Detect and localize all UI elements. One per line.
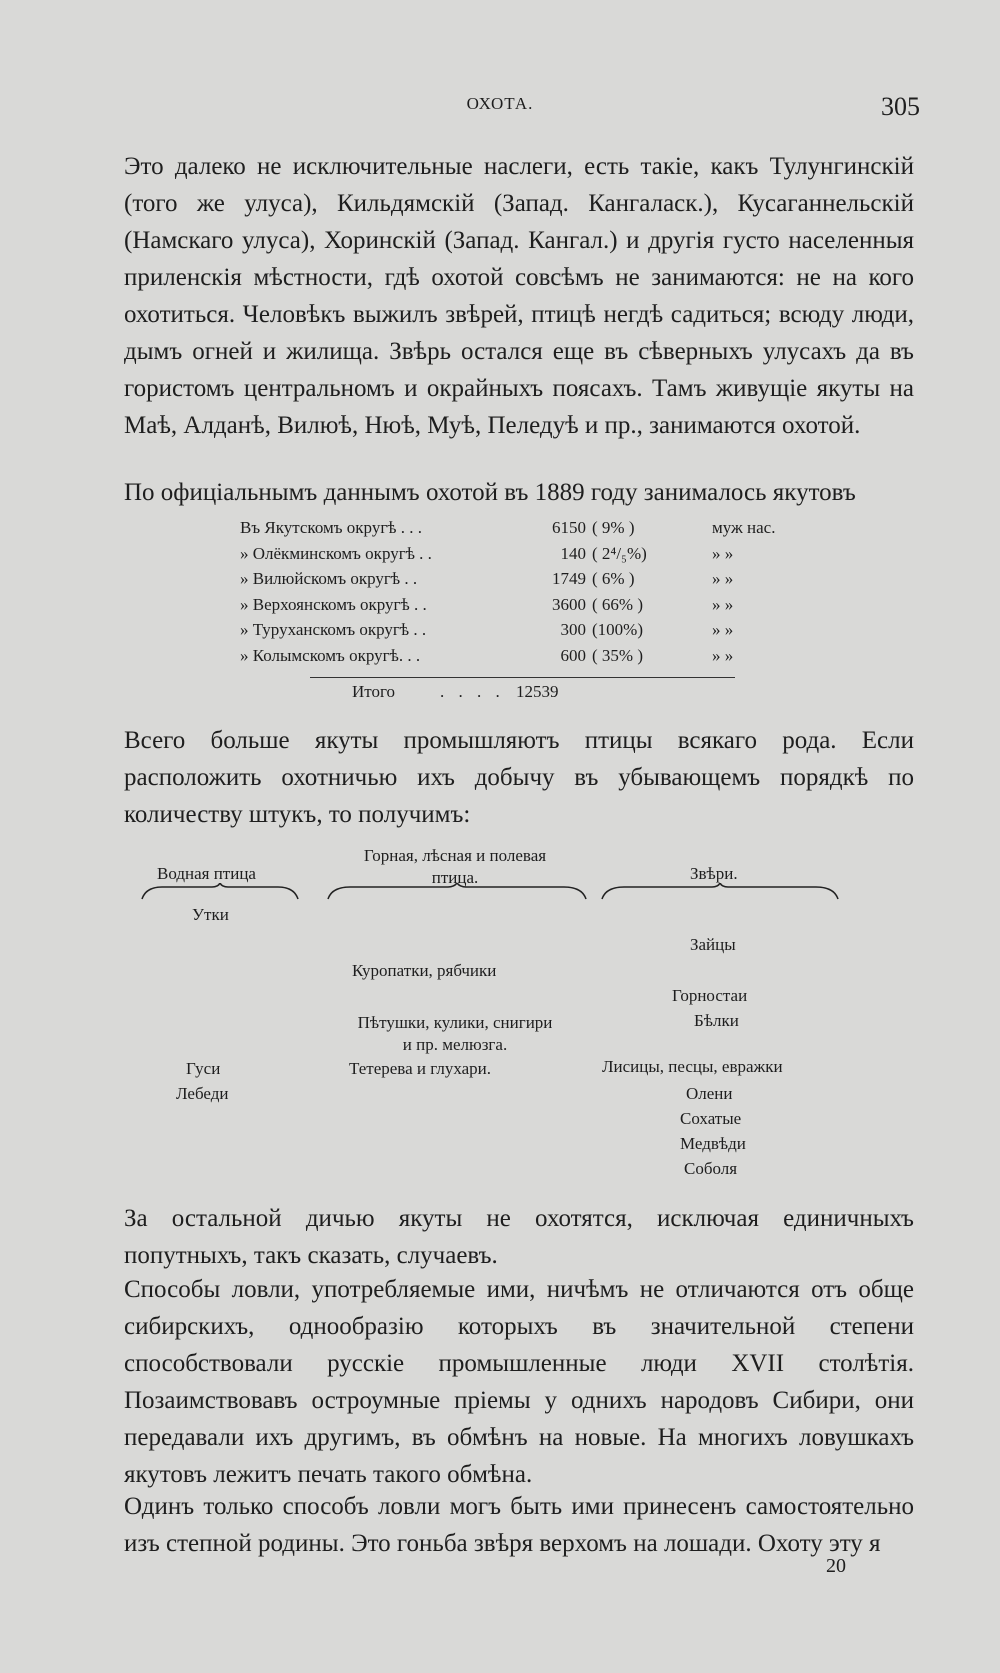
percent: ( 66% ): [592, 594, 643, 614]
col-water-birds-header: Водная птица: [157, 864, 256, 883]
stats-row: [240, 617, 760, 643]
game-small-birds: [325, 1012, 585, 1056]
hunter-count: 3600: [552, 594, 586, 614]
hunting-statistics-table: [240, 515, 776, 668]
brace-land-birds: [326, 883, 588, 901]
game-swans: Лебеди: [176, 1084, 229, 1103]
total-value: 12539: [516, 682, 559, 701]
header-line: птица.: [431, 868, 479, 887]
total-label: Итого: [352, 682, 396, 701]
brace-animals: [600, 883, 840, 901]
paragraph-6: Одинъ только способъ ловли могъ быть ими принесенъ самостоятельно изъ степной родины. Это гоньба звѣря верхомъ на лошади. Охоту эту я: [124, 1493, 914, 1557]
hunter-count: 140: [560, 543, 586, 563]
unit: муж нас.: [712, 518, 776, 537]
hunter-count: 1749: [552, 569, 586, 588]
district-name: Въ Якутскомъ округѣ . . .: [240, 518, 423, 537]
col-animals-header: Звѣри.: [690, 864, 738, 883]
stats-row: [240, 541, 760, 567]
game-bears: Медвѣди: [680, 1134, 746, 1153]
game-ermine: Горностаи: [672, 986, 748, 1005]
game-deer: Олени: [686, 1084, 733, 1103]
paragraph-3: Всего больше якуты промышляютъ птицы всякаго рода. Если расположить охотничью ихъ добычу въ убывающемъ порядкѣ по количеству штукъ, то получимъ:: [124, 727, 914, 828]
running-header: ОХОТА.: [466, 94, 534, 113]
district-name: » Верхоянскомъ округѣ . .: [240, 594, 427, 614]
item-line: Пѣтушки, кулики, снигири: [357, 1013, 553, 1032]
hunter-count: 600: [560, 645, 586, 665]
percent: (100%): [592, 620, 643, 639]
district-name: » Колымскомъ округѣ. . .: [240, 645, 421, 665]
game-squirrels: Бѣлки: [694, 1011, 739, 1030]
paragraph-5: Способы ловли, употребляемые ими, ничѣмъ не отличаются отъ обще сибирскихъ, однообразію которыхъ въ значительной степени способствовали русскіе промышленные люди XVII столѣтія. Позаимствовавъ остроумные пріемы у однихъ народовъ Сибири, они передавали ихъ другимъ, въ обмѣнъ на новые. На многихъ ловушкахъ якутовъ лежитъ печать такого обмѣна.: [124, 1276, 914, 1488]
item-line: и пр. мелюзга.: [402, 1035, 508, 1054]
game-sables: Соболя: [684, 1159, 738, 1178]
stats-row: [240, 515, 776, 541]
unit: » »: [712, 594, 734, 614]
percent: ( 2⁴/₅%): [592, 543, 647, 563]
percent: ( 9% ): [592, 518, 635, 537]
total-rule: [310, 677, 735, 678]
district-name: » Туруханскомъ округѣ . .: [240, 620, 427, 639]
hunter-count: 300: [560, 620, 586, 639]
stats-row: [240, 566, 760, 592]
paragraph-1: Это далеко не исключительные наслеги, есть такіе, какъ Тулунгинскій (того же улуса), Кильдямскій (Запад. Кангаласк.), Кусаганнельскій (Намскаго улуса), Хоринскій (Запад. Кангал.) и другія густо населенныя приленскія мѣстности, гдѣ охотой совсѣмъ не занимаются: не на кого охотиться. Человѣкъ выжилъ звѣрей, птицѣ негдѣ садиться; всюду люди, дымъ огней и жилища. Звѣрь остался еще въ сѣверныхъ улусахъ да въ гористомъ центральномъ и окрайныхъ поясахъ. Тамъ живущіе якуты на Маѣ, Алданѣ, Вилюѣ, Нюѣ, Муѣ, Пеледуѣ и пр., занимаются охотой.: [124, 153, 914, 439]
game-ducks: Утки: [192, 905, 229, 924]
district-name: » Вилюйскомъ округѣ . .: [240, 569, 418, 588]
stats-row: [240, 643, 760, 669]
paragraph-2: По офиціальнымъ даннымъ охотой въ 1889 году занималось якутовъ: [124, 479, 856, 506]
stats-row: [240, 592, 760, 618]
game-grouse: Тетерева и глухари.: [349, 1059, 492, 1078]
unit: » »: [712, 645, 734, 665]
signature-mark: 20: [826, 1555, 846, 1577]
total-dots: . . . .: [440, 682, 505, 701]
game-hares: Зайцы: [690, 935, 736, 954]
paragraph-4: За остальной дичью якуты не охотятся, исключая единичныхъ попутныхъ, такъ сказать, случаевъ.: [124, 1205, 914, 1269]
game-partridges: Куропатки, рябчики: [352, 961, 497, 980]
game-elk: Сохатые: [680, 1109, 742, 1128]
percent: ( 35% ): [592, 645, 643, 665]
game-geese: Гуси: [186, 1059, 221, 1078]
hunter-count: 6150: [552, 518, 586, 537]
unit: » »: [712, 620, 734, 639]
header-line: Горная, лѣсная и полевая: [363, 846, 547, 865]
brace-water-birds: [140, 883, 300, 901]
unit: » »: [712, 569, 734, 588]
game-foxes: Лисицы, песцы, евражки: [602, 1057, 783, 1076]
percent: ( 6% ): [592, 569, 635, 588]
district-name: » Олёкминскомъ округѣ . .: [240, 543, 432, 563]
page-number: 305: [881, 92, 920, 121]
unit: » »: [712, 543, 734, 563]
